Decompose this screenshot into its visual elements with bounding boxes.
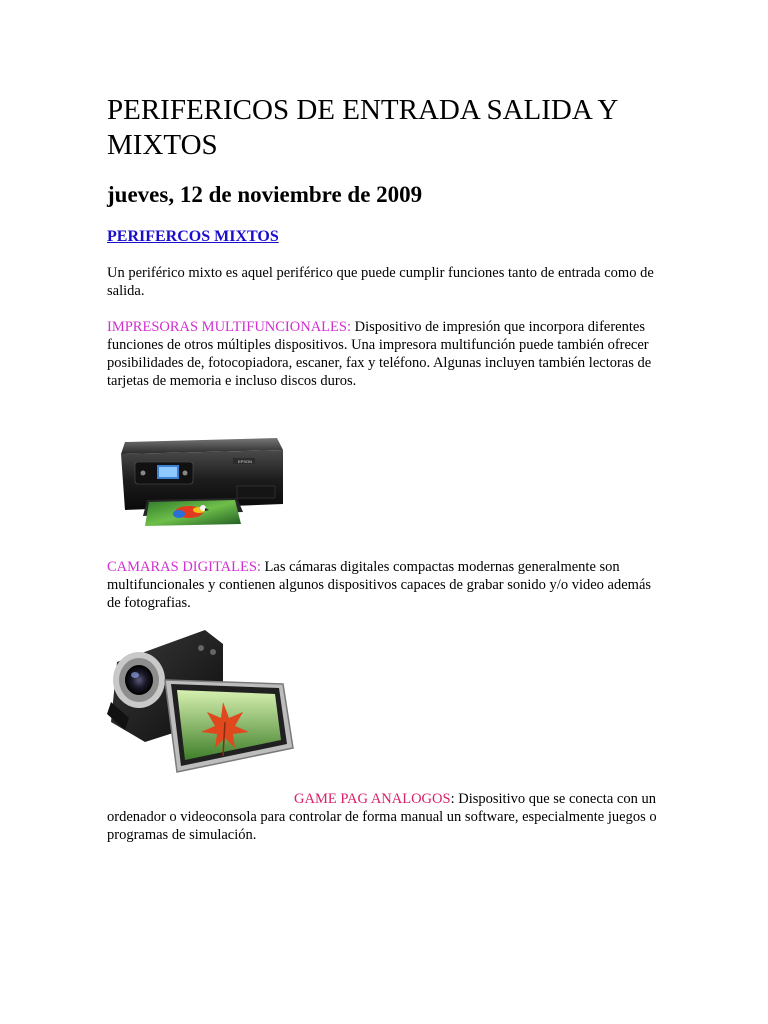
printer-term: IMPRESORAS MULTIFUNCIONALES: [107, 319, 351, 335]
camera-term: CAMARAS DIGITALES: [107, 559, 261, 575]
gamepad-description: : Dispositivo que se conecta con un ordenador o videoconsola para controlar de forma manual un software, especialmente juegos o programas de simulación. [107, 791, 657, 843]
gamepad-paragraph [107, 790, 663, 844]
printer-description: Dispositivo de impresión que incorpora diferentes funciones de otros múltiples dispositivos. Una impresora multifunción puede también ofrecer posibilidades de, fotocopiadora, escaner, fax y teléfono. Algunas incluyen también lectoras de tarjetas de memoria e incluso discos duros. [107, 319, 652, 389]
printer-paragraph [107, 318, 663, 390]
post-title-link[interactable]: PERIFERCOS MIXTOS [107, 228, 279, 245]
post-date: jueves, 12 de noviembre de 2009 [107, 182, 423, 207]
camera-description: Las cámaras digitales compactas modernas generalmente son multifuncionales y contienen algunos dispositivos capaces de grabar sonido y/o video además de fotografias. [107, 559, 652, 611]
digital-camera-image [105, 622, 300, 787]
gamepad-term: GAME PAG ANALOGOS [294, 791, 451, 807]
blog-title: PERIFERICOS DE ENTRADA SALIDA Y MIXTOS [107, 94, 618, 161]
intro-paragraph: Un periférico mixto es aquel periférico que puede cumplir funciones tanto de entrada como de salida. [107, 265, 654, 299]
svg-text:EPSON: EPSON [238, 459, 253, 464]
post-title [107, 227, 279, 247]
multifunction-printer-image [117, 430, 287, 530]
camera-paragraph [107, 558, 663, 612]
